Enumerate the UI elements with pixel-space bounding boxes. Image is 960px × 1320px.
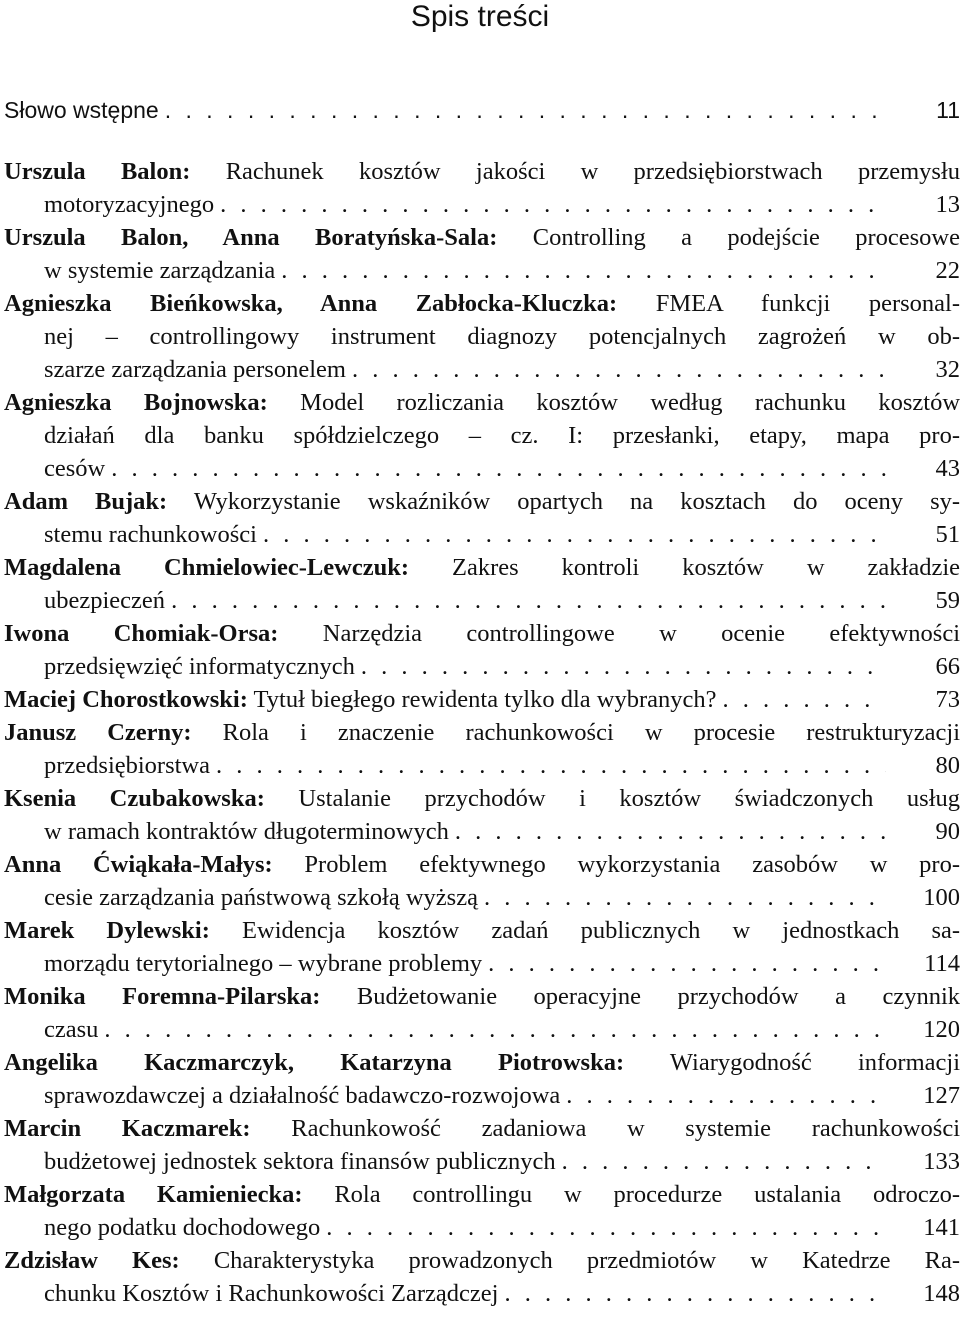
toc-line — [4, 254, 960, 287]
toc-line-text — [4, 290, 960, 317]
toc-entry-author: Agnieszka Bieńkowska, Anna Zabłocka-Kluczka: — [4, 290, 618, 317]
toc-line — [4, 386, 960, 419]
toc-entry-title: Budżetowanie operacyjne przychodów a czynnik — [356, 983, 960, 1010]
toc-line — [4, 287, 960, 320]
toc-entry[interactable] — [4, 980, 960, 1046]
toc-line — [4, 881, 960, 914]
toc-line — [4, 320, 960, 353]
toc-line-text — [4, 224, 960, 251]
toc-entry-author: Janusz Czerny: — [4, 719, 192, 746]
page-number: 133 — [923, 1148, 960, 1175]
toc-line-text — [44, 947, 482, 980]
toc-entry-title: czasu — [44, 1016, 99, 1043]
toc-line-text — [44, 452, 105, 485]
page-title: Spis treści — [410, 0, 550, 33]
dot-leader — [484, 881, 886, 914]
dot-leader — [723, 683, 886, 716]
toc-line-text — [44, 254, 275, 287]
page-number: 73 — [935, 686, 960, 713]
toc-line — [4, 716, 960, 749]
toc-entry-title: motoryzacyjnego — [44, 191, 215, 218]
toc-entry-title: chunku Kosztów i Rachunkowości Zarządczej — [44, 1280, 499, 1307]
toc-entry[interactable] — [4, 1178, 960, 1244]
toc-line-text — [4, 917, 960, 944]
toc-entry[interactable] — [4, 386, 960, 485]
toc-entry-author: Ksenia Czubakowska: — [4, 785, 265, 812]
toc-entry[interactable] — [4, 221, 960, 287]
toc-entry-author: Zdzisław Kes: — [4, 1247, 180, 1274]
dot-leader — [263, 518, 886, 551]
page-number: 11 — [936, 97, 960, 123]
toc-line — [4, 353, 960, 386]
toc-entry-title: nej – controllingowy instrument diagnozy potencjalnych zagrożeń w ob- — [44, 323, 960, 350]
toc-line — [4, 1013, 960, 1046]
toc-entry[interactable] — [4, 848, 960, 914]
toc-entry-title: w ramach kontraktów długoterminowych — [44, 818, 449, 845]
toc-line-text — [44, 1211, 320, 1244]
toc-entry-title: Tytuł biegłego rewidenta tylko dla wybranych? — [253, 686, 717, 713]
toc-line-text — [44, 650, 355, 683]
toc-entry-title: ubezpieczeń — [44, 587, 166, 614]
toc-entry-title: cesie zarządzania państwową szkołą wyższą — [44, 884, 478, 911]
page-number: 114 — [924, 950, 960, 977]
toc-entry-title: Controlling a podejście procesowe — [532, 224, 960, 251]
toc-entry-author: Adam Bujak: — [4, 488, 168, 515]
toc-entry-title: cesów — [44, 455, 106, 482]
toc-entry-author: Marek Dylewski: — [4, 917, 210, 944]
toc-entry-title: nego podatku dochodowego — [44, 1214, 321, 1241]
dot-leader — [216, 749, 886, 782]
page-number: 59 — [935, 587, 960, 614]
page-number: 141 — [923, 1214, 960, 1241]
toc-line — [4, 188, 960, 221]
dot-leader — [352, 353, 886, 386]
toc-line-text — [4, 683, 717, 716]
toc-line — [4, 914, 960, 947]
toc-line — [4, 1145, 960, 1178]
toc-entry[interactable] — [4, 551, 960, 617]
toc-entry-title: Charakterystyka prowadzonych przedmiotów w Katedrze Ra- — [213, 1247, 960, 1274]
toc-line — [4, 518, 960, 551]
page-number: 100 — [923, 884, 960, 911]
toc-entry-author: Małgorzata Kamieniecka: — [4, 1181, 303, 1208]
toc-entry-title: Słowo wstępne — [4, 97, 159, 123]
toc-line — [4, 782, 960, 815]
toc-line — [4, 650, 960, 683]
toc-line-text — [4, 719, 960, 746]
toc-entry[interactable] — [4, 485, 960, 551]
toc-line-text — [4, 1049, 960, 1076]
toc-entry[interactable] — [4, 1046, 960, 1112]
toc-line — [4, 419, 960, 452]
dot-leader — [220, 188, 886, 221]
dot-leader — [562, 1145, 886, 1178]
toc-line-text — [4, 1115, 960, 1142]
toc-line-text — [4, 785, 960, 812]
dot-leader — [361, 650, 886, 683]
toc-line-text — [44, 1013, 98, 1046]
toc-entry-title: Problem efektywnego wykorzystania zasobów w pro- — [304, 851, 960, 878]
toc-line — [4, 947, 960, 980]
toc-entry-author: Magdalena Chmielowiec-Lewczuk: — [4, 554, 409, 581]
toc-entry-title: budżetowej jednostek sektora finansów publicznych — [44, 1148, 556, 1175]
dot-leader — [104, 1013, 886, 1046]
toc-line-text — [4, 554, 960, 581]
toc-line — [4, 485, 960, 518]
toc-line-text — [44, 518, 257, 551]
toc-line — [4, 683, 960, 716]
toc-entry-author: Anna Ćwiąkała-Małys: — [4, 851, 273, 878]
toc-line-text — [4, 620, 960, 647]
toc-line-text — [44, 353, 346, 386]
toc-entry[interactable] — [4, 683, 960, 716]
page-number: 66 — [935, 653, 960, 680]
toc-entry[interactable] — [4, 1244, 960, 1310]
toc-entry-author: Iwona Chomiak-Orsa: — [4, 620, 279, 647]
toc-entry-title: w systemie zarządzania — [44, 257, 276, 284]
toc-line-text — [44, 584, 165, 617]
toc-line — [4, 221, 960, 254]
toc-entry-author: Angelika Kaczmarczyk, Katarzyna Piotrowska: — [4, 1049, 625, 1076]
toc-line-text — [4, 1181, 960, 1208]
toc-entry[interactable] — [4, 914, 960, 980]
toc-line — [4, 749, 960, 782]
toc-line — [4, 1277, 960, 1310]
page-number: 80 — [935, 752, 960, 779]
dot-leader — [171, 584, 886, 617]
toc-line — [4, 155, 960, 188]
toc-line-text — [44, 815, 449, 848]
toc-line — [4, 1211, 960, 1244]
toc-entry-title: sprawozdawczej a działalność badawczo-rozwojowa — [44, 1082, 561, 1109]
toc-entry-title: Narzędzia controllingowe w ocenie efektywności — [322, 620, 960, 647]
toc-entry-title: Rola controllingu w procedurze ustalania odroczo- — [334, 1181, 960, 1208]
toc-line-text — [44, 1145, 556, 1178]
toc-line — [4, 452, 960, 485]
toc-line — [4, 551, 960, 584]
toc-line — [4, 1046, 960, 1079]
toc-entry-title: Model rozliczania kosztów według rachunku kosztów — [300, 389, 960, 416]
toc-entry-author: Marcin Kaczmarek: — [4, 1115, 251, 1142]
toc-line — [4, 815, 960, 848]
toc-line-text — [44, 323, 960, 350]
dot-leader — [455, 815, 886, 848]
toc-entry-author: Urszula Balon: — [4, 158, 191, 185]
toc-line-text — [44, 1277, 498, 1310]
dot-leader — [165, 94, 886, 127]
dot-leader — [111, 452, 886, 485]
toc-entry-title: Rachunkowość zadaniowa w systemie rachunkowości — [291, 1115, 960, 1142]
toc-line-text — [44, 1079, 560, 1112]
toc-entry-title: stemu rachunkowości — [44, 521, 257, 548]
toc-line-text — [4, 488, 960, 515]
toc-entry-title: morządu terytorialnego – wybrane problemy — [44, 950, 483, 977]
page-number: 90 — [935, 818, 960, 845]
page-number: 13 — [935, 191, 960, 218]
toc-entry-title: przedsięwzięć informatycznych — [44, 653, 355, 680]
toc-entry-title: szarze zarządzania personelem — [44, 356, 346, 383]
toc-entry-title: przedsiębiorstwa — [44, 752, 210, 779]
toc-entry-title: Ewidencja kosztów zadań publicznych w jednostkach sa- — [242, 917, 960, 944]
toc-line-text — [44, 749, 210, 782]
toc-entry-preface[interactable] — [4, 94, 960, 127]
toc-line — [4, 1178, 960, 1211]
toc-line-text — [44, 881, 478, 914]
toc-line — [4, 848, 960, 881]
toc-entry[interactable] — [4, 1112, 960, 1178]
dot-leader — [504, 1277, 886, 1310]
page-number: 43 — [935, 455, 960, 482]
toc-line-text — [4, 389, 960, 416]
toc-entry[interactable] — [4, 617, 960, 683]
toc-line — [4, 617, 960, 650]
toc-entry-title: FMEA funkcji personal- — [655, 290, 960, 317]
page-number: 120 — [923, 1016, 960, 1043]
toc-line-text — [4, 158, 960, 185]
page-number: 51 — [935, 521, 960, 548]
toc-line-text — [4, 851, 960, 878]
toc-entry-title: Zakres kontroli kosztów w zakładzie — [451, 554, 960, 581]
toc-line — [4, 584, 960, 617]
toc-line-text — [44, 422, 960, 449]
page-number: 127 — [923, 1082, 960, 1109]
toc-line — [4, 1112, 960, 1145]
page-number: 148 — [923, 1280, 960, 1307]
page-number: 22 — [935, 257, 960, 284]
toc-entry-title: działań dla banku spółdzielczego – cz. I: przesłanki, etapy, mapa pro- — [44, 422, 960, 449]
toc-entry[interactable] — [4, 287, 960, 386]
toc-line-text — [4, 983, 960, 1010]
toc-entry-title: Wiarygodność informacji — [669, 1049, 960, 1076]
toc-line — [4, 1244, 960, 1277]
toc-entry-title: Rola i znaczenie rachunkowości w procesie restrukturyzacji — [222, 719, 960, 746]
page-number: 32 — [935, 356, 960, 383]
toc-entry-title: Wykorzystanie wskaźników opartych na kosztach do oceny sy- — [193, 488, 960, 515]
toc-line-text — [4, 1247, 960, 1274]
toc-entry-author: Monika Foremna-Pilarska: — [4, 983, 321, 1010]
table-of-contents — [4, 94, 960, 1310]
dot-leader — [566, 1079, 886, 1112]
toc-entry-author: Urszula Balon, Anna Boratyńska-Sala: — [4, 224, 498, 251]
dot-leader — [488, 947, 886, 980]
dot-leader — [326, 1211, 886, 1244]
toc-line-text — [44, 188, 214, 221]
dot-leader — [281, 254, 886, 287]
toc-entry[interactable] — [4, 782, 960, 848]
toc-entry-author: Maciej Chorostkowski: — [4, 686, 248, 713]
toc-entry[interactable] — [4, 716, 960, 782]
toc-entry-title: Rachunek kosztów jakości w przedsiębiorstwach przemysłu — [225, 158, 960, 185]
toc-line — [4, 1079, 960, 1112]
toc-entry-author: Agnieszka Bojnowska: — [4, 389, 268, 416]
toc-line — [4, 94, 960, 127]
toc-entry[interactable] — [4, 155, 960, 221]
toc-line — [4, 980, 960, 1013]
toc-entry-title: Ustalanie przychodów i kosztów świadczonych usług — [298, 785, 960, 812]
